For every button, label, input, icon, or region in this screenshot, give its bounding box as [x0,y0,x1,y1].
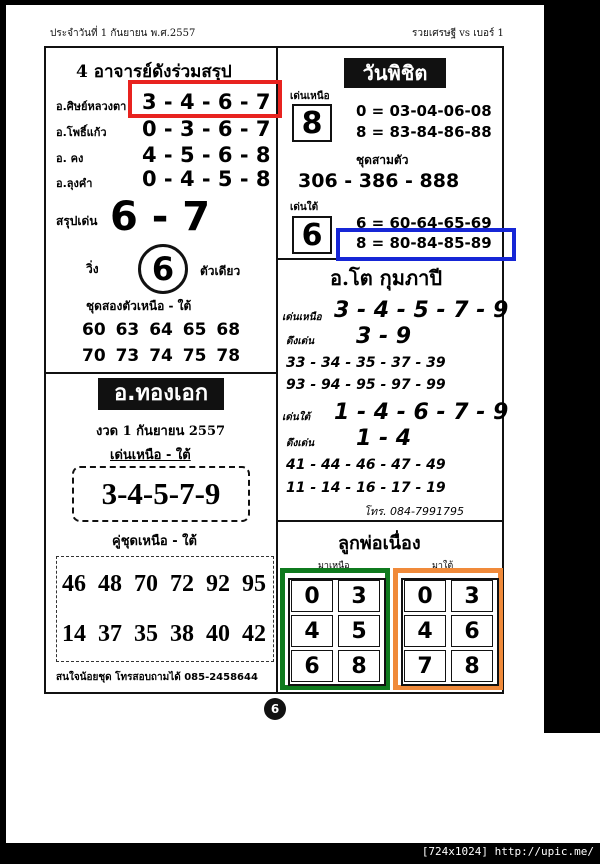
line-key: 8 [356,234,367,252]
pairs-row-1 [82,320,240,340]
right-divider-2 [276,520,504,522]
pair: 74 [149,346,173,366]
row-nums-2: 0 - 3 - 6 - 7 [142,117,271,141]
grid-cell: 14 [62,620,86,647]
digit-cell: 7 [404,650,446,682]
summary-numbers: 6 - 7 [110,194,211,240]
north-label: เด่นเหนือ [290,91,330,102]
mid-south-numbers: 1 - 4 - 6 - 7 - 9 [334,400,509,425]
north-grid-label: มาเหนือ [318,561,350,571]
pairs-row-2 [82,346,240,366]
grid-cell: 92 [206,570,230,597]
summary-label: สรุปเด่น [56,214,98,228]
line-key: 8 [356,123,367,141]
left-bottom-title: อ.ทองเอก [98,378,224,410]
south-label: เด่นใต้ [290,202,319,213]
digit-cell: 8 [451,650,493,682]
digit-cell: 3 [338,580,380,612]
north-big-box: 8 [292,104,332,142]
pair: 68 [216,320,241,340]
pairs-title: ชุดสองตัวเหนือ - ใต้ [86,299,192,313]
blue-highlight-box [336,228,516,261]
pairs-grid-title: คู่ชุดเหนือ - ใต้ [112,534,197,549]
pair: 73 [115,346,140,366]
mid-phone: โทร. 084-7991795 [364,505,465,518]
left-section-divider [44,372,277,374]
row-nums-3: 4 - 5 - 6 - 8 [142,143,271,167]
single-label: ตัวเดียว [200,264,241,278]
mid-north-set-1: 33 - 34 - 35 - 37 - 39 [286,355,446,371]
run-label: วิ่ง [86,262,99,276]
row-name-4: อ.ลุงคำ [56,177,93,190]
line-value: 60-64-65-69 [389,214,492,232]
grid-cell: 37 [98,620,122,647]
right-top-title: วันพิชิต [344,58,446,88]
main-number-box: 3-4-5-7-9 [72,466,250,522]
grid-cell: 70 [134,570,158,597]
line-value: 83-84-86-88 [389,123,492,141]
south-line-1: 6 = 60-64-65-69 [356,214,492,232]
line-value: 03-04-06-08 [389,102,492,120]
grid-cell: 95 [242,570,266,597]
digit-cell: 6 [291,650,333,682]
right-bottom-title: ลูกพ่อเนื่อง [338,533,421,554]
mid-north-set-2: 93 - 94 - 95 - 97 - 99 [286,377,446,393]
single-circle: 6 [138,244,188,294]
pair: 75 [182,346,207,366]
contact-line: สนใจน้อยชุด โทรสอบถามได้ 085-2458644 [56,672,258,683]
digit-cell: 0 [404,580,446,612]
left-bottom-sub: เด่นเหนือ - ใต้ [110,448,191,463]
grid-cell: 48 [98,570,122,597]
page-number: 6 [264,698,286,720]
three-title: ชุดสามตัว [356,153,409,167]
digit-cell: 0 [291,580,333,612]
header-issue: รวยเศรษฐี vs เบอร์ 1 [412,28,504,39]
digit-cell: 4 [291,615,333,647]
row-nums-1: 3 - 4 - 6 - 7 [142,90,271,114]
left-top-title: 4 อาจารย์ดังร่วมสรุป [76,62,232,82]
row-name-3: อ. คง [56,152,84,165]
row-nums-4: 0 - 4 - 5 - 8 [142,167,271,191]
mid-north-numbers: 3 - 4 - 5 - 7 - 9 [334,298,509,323]
line-value: 80-84-85-89 [389,234,492,252]
mid-north-pull-label: ดึงเด่น [286,336,315,347]
pair: 70 [82,346,106,366]
digit-cell: 6 [451,615,493,647]
pair: 63 [115,320,140,340]
mid-south-pull-label: ดึงเด่น [286,438,315,449]
line-key: 0 [356,102,367,120]
page-lower-margin [6,733,600,843]
grid-cell: 35 [134,620,158,647]
image-credit: [724x1024] http://upic.me/ [421,845,594,858]
header-date: ประจำวันที่ 1 กันยายน พ.ศ.2557 [50,28,196,39]
north-line-2: 8 = 83-84-86-88 [356,123,492,141]
south-grid-label: มาใต้ [432,561,454,571]
right-mid-title: อ.โต กุมภาปี [330,266,443,290]
grid-cell: 46 [62,570,86,597]
south-big-box: 6 [292,216,332,254]
mid-north-pull: 3 - 9 [356,324,412,349]
pair: 64 [149,320,173,340]
south-line-2: 8 = 80-84-85-89 [356,234,492,252]
grid-cell: 72 [170,570,194,597]
pair: 65 [182,320,207,340]
digit-cell: 5 [338,615,380,647]
column-divider [276,46,278,694]
digit-cell: 3 [451,580,493,612]
row-name-1: อ.ศิษย์หลวงตา [56,100,127,113]
mid-south-set-2: 11 - 14 - 16 - 17 - 19 [286,480,446,496]
grid-cell: 42 [242,620,266,647]
mid-north-label: เด่นเหนือ [282,312,322,323]
digit-cell: 8 [338,650,380,682]
mid-south-set-1: 41 - 44 - 46 - 47 - 49 [286,457,446,473]
mid-south-pull: 1 - 4 [356,426,412,451]
digit-cell: 4 [404,615,446,647]
pair: 60 [82,320,106,340]
draw-date: งวด 1 กันยายน 2557 [96,424,226,439]
north-line-1: 0 = 03-04-06-08 [356,102,492,120]
grid-cell: 40 [206,620,230,647]
row-name-2: อ.โพธิ์แก้ว [56,126,107,139]
three-numbers: 306 - 386 - 888 [298,170,460,192]
red-highlight-box [128,80,282,118]
pair: 78 [216,346,241,366]
mid-south-label: เด่นใต้ [282,412,311,423]
grid-cell: 38 [170,620,194,647]
line-key: 6 [356,214,367,232]
